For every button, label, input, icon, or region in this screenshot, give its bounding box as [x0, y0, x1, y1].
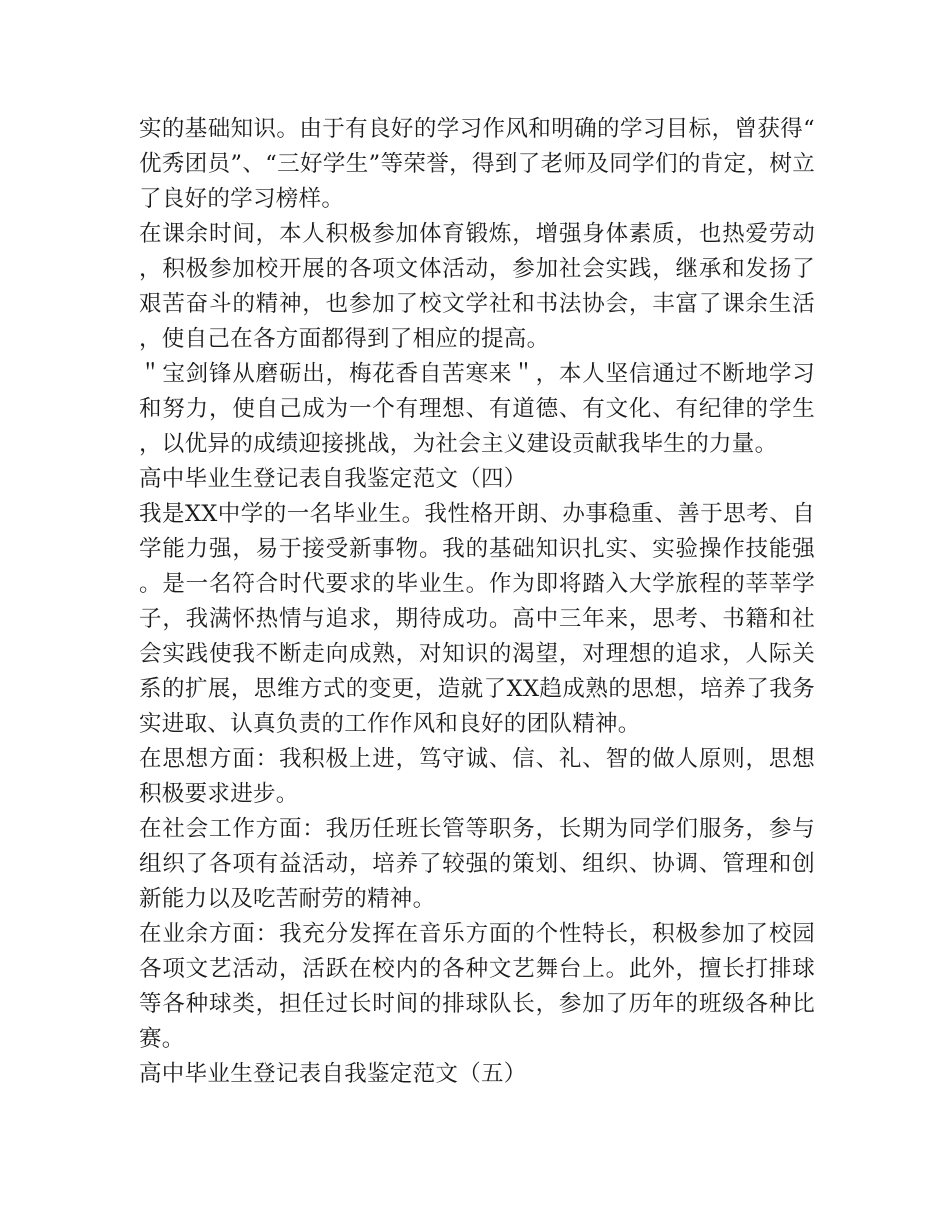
paragraph-thought: 在思想方面：我积极上进，笃守诚、信、礼、智的做人原则，思想积极要求进步。: [139, 746, 815, 807]
paragraph-introduction: 我是XX中学的一名毕业生。我性格开朗、办事稳重、善于思考、自学能力强，易于接受新事物。我的基础知识扎实、实验操作技能强。是一名符合时代要求的毕业生。作为即将踏入大学旅程的莘莘学子，我满怀热情与追求，期待成功。高中三年来，思考、书籍和社会实践使我不断走向成熟，对知识的渴望，对理想的追求，人际关系的扩展，思维方式的变更，造就了XX趋成熟的思想，培养了我务实进取、认真负责的工作作风和良好的团队精神。: [139, 501, 815, 737]
paragraph-honors: 实的基础知识。由于有良好的学习作风和明确的学习目标，曾获得“优秀团员”、“三好学生”等荣誉，得到了老师及同学们的肯定，树立了良好的学习榜样。: [139, 116, 815, 212]
paragraph-social-work: 在社会工作方面：我历任班长管等职务，长期为同学们服务，参与组织了各项有益活动，培养了较强的策划、组织、协调、管理和创新能力以及吃苦耐劳的精神。: [139, 816, 815, 912]
paragraph-motto: ＂宝剑锋从磨砺出，梅花香自苦寒来＂，本人坚信通过不断地学习和努力，使自己成为一个有理想、有道德、有文化、有纪律的学生，以优异的成绩迎接挑战，为社会主义建设贡献我毕生的力量。: [139, 361, 815, 457]
section-heading-four: 高中毕业生登记表自我鉴定范文（四）: [139, 466, 527, 492]
section-heading-five: 高中毕业生登记表自我鉴定范文（五）: [139, 1061, 527, 1087]
paragraph-leisure: 在业余方面：我充分发挥在音乐方面的个性特长，积极参加了校园各项文艺活动，活跃在校内的各种文艺舞台上。此外，擅长打排球等各种球类，担任过长时间的排球队长，参加了历年的班级各种比赛。: [139, 921, 815, 1052]
document-body: [139, 112, 815, 1092]
paragraph-extracurricular: 在课余时间，本人积极参加体育锻炼，增强身体素质，也热爱劳动，积极参加校开展的各项文体活动，参加社会实践，继承和发扬了艰苦奋斗的精神，也参加了校文学社和书法协会，丰富了课余生活，使自己在各方面都得到了相应的提高。: [139, 221, 815, 352]
